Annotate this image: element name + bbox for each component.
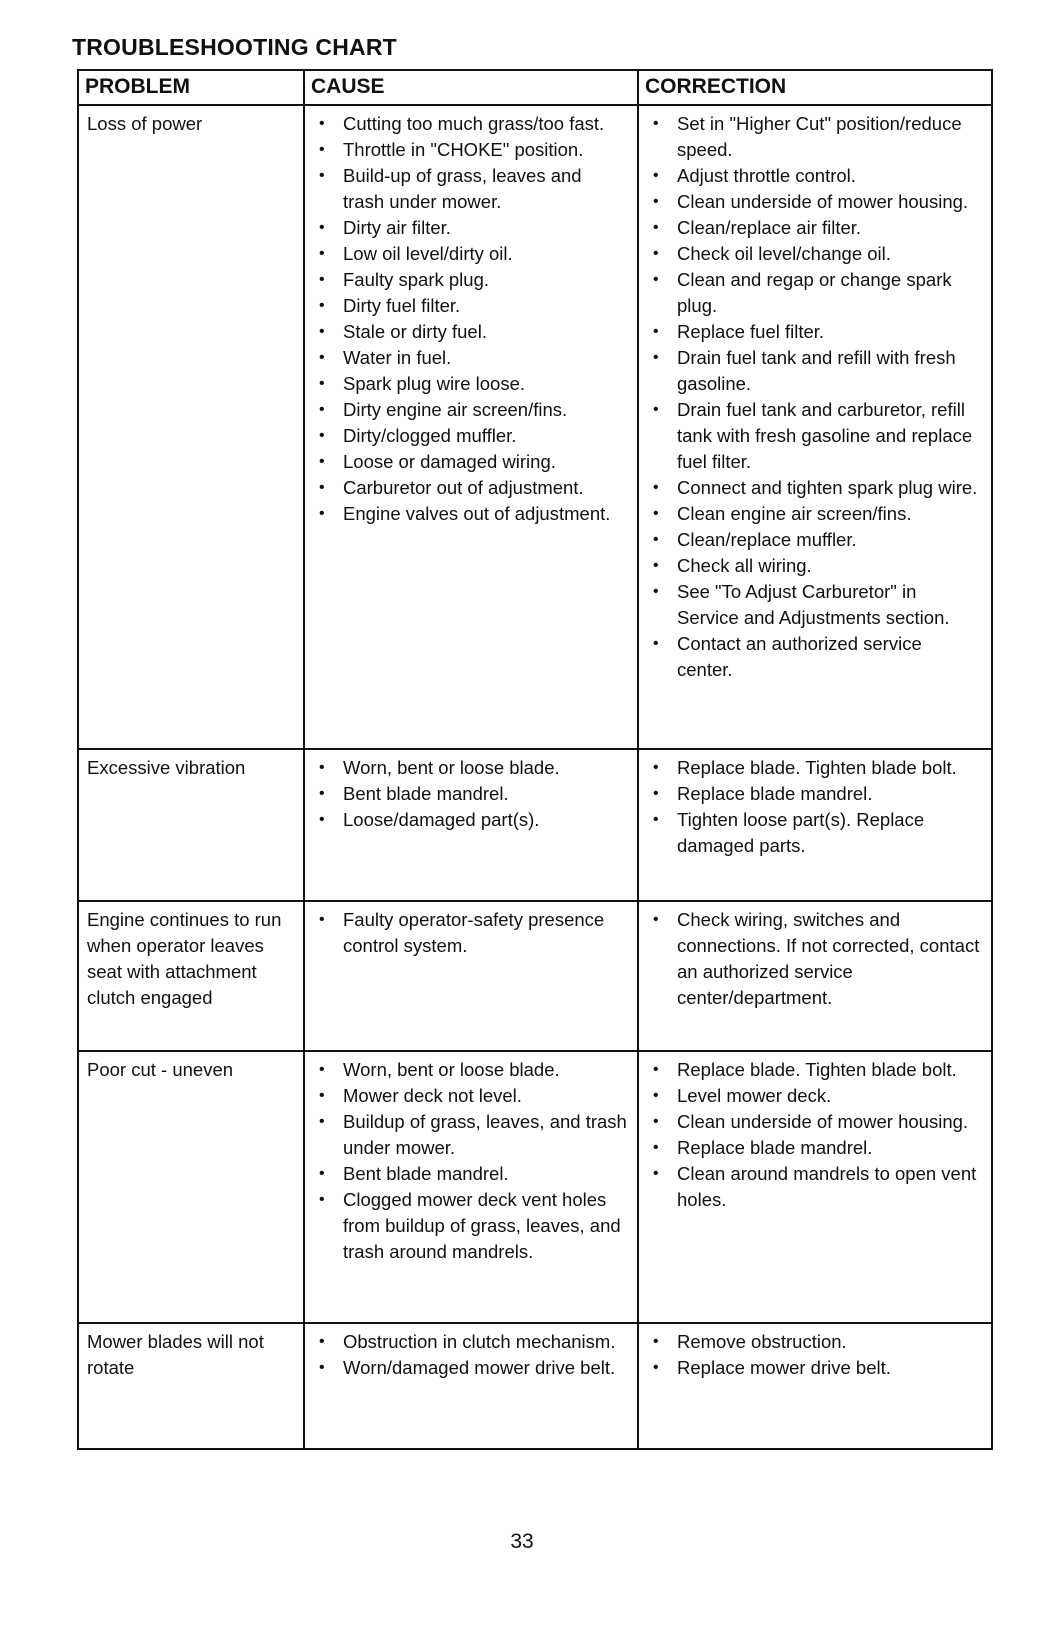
cause-item: • Bent blade mandrel. (311, 781, 631, 807)
correction-item: • Clean underside of mower housing. (645, 1109, 985, 1135)
correction-cell (639, 750, 991, 900)
cause-list (311, 1329, 631, 1381)
cause-list (311, 1057, 631, 1265)
correction-item: • Check oil level/change oil. (645, 241, 985, 267)
cause-cell (305, 1324, 639, 1448)
correction-list (645, 1329, 985, 1381)
problem-cell (79, 1324, 305, 1448)
correction-item: • Clean/replace muffler. (645, 527, 985, 553)
cause-item: • Spark plug wire loose. (311, 371, 631, 397)
cause-item: • Worn, bent or loose blade. (311, 755, 631, 781)
cause-item: • Faulty operator-safety presence control system. (311, 907, 631, 959)
table-row (79, 1324, 991, 1448)
table-header-row (79, 71, 991, 106)
correction-cell (639, 902, 991, 1050)
correction-list (645, 111, 985, 683)
cause-item: • Dirty air filter. (311, 215, 631, 241)
correction-item: • Clean underside of mower housing. (645, 189, 985, 215)
problem-text: Excessive vibration (87, 757, 246, 778)
correction-item: • Drain fuel tank and carburetor, refill tank with fresh gasoline and replace fuel filter. (645, 397, 985, 475)
cause-cell (305, 902, 639, 1050)
table-row (79, 106, 991, 750)
problem-cell (79, 902, 305, 1050)
problem-text: Mower blades will not rotate (87, 1331, 264, 1378)
cause-list (311, 755, 631, 833)
problem-cell (79, 750, 305, 900)
correction-item: • Replace blade. Tighten blade bolt. (645, 755, 985, 781)
correction-item: • Clean around mandrels to open vent holes. (645, 1161, 985, 1213)
page-number: 33 (510, 1530, 534, 1553)
cause-item: • Water in fuel. (311, 345, 631, 371)
cause-item: • Engine valves out of adjustment. (311, 501, 631, 527)
cause-item: • Carburetor out of adjustment. (311, 475, 631, 501)
correction-item: • Set in "Higher Cut" position/reduce speed. (645, 111, 985, 163)
correction-item: • Replace blade mandrel. (645, 1135, 985, 1161)
correction-item: • Replace fuel filter. (645, 319, 985, 345)
cause-item: • Dirty fuel filter. (311, 293, 631, 319)
correction-item: • Adjust throttle control. (645, 163, 985, 189)
correction-cell (639, 1324, 991, 1448)
correction-item: • Connect and tighten spark plug wire. (645, 475, 985, 501)
page-title: TROUBLESHOOTING CHART (72, 34, 397, 60)
correction-cell (639, 1052, 991, 1322)
cause-item: • Stale or dirty fuel. (311, 319, 631, 345)
cause-item: • Obstruction in clutch mechanism. (311, 1329, 631, 1355)
problem-cell (79, 106, 305, 748)
correction-cell (639, 106, 991, 748)
correction-item: • Remove obstruction. (645, 1329, 985, 1355)
correction-item: • Level mower deck. (645, 1083, 985, 1109)
table-row (79, 1052, 991, 1324)
cause-item: • Build-up of grass, leaves and trash under mower. (311, 163, 631, 215)
table-row (79, 750, 991, 902)
header-correction: CORRECTION (645, 75, 787, 98)
cause-cell (305, 106, 639, 748)
correction-item: • Replace blade mandrel. (645, 781, 985, 807)
correction-item: • Check all wiring. (645, 553, 985, 579)
cause-item: • Worn/damaged mower drive belt. (311, 1355, 631, 1381)
cause-item: • Cutting too much grass/too fast. (311, 111, 631, 137)
cause-item: • Faulty spark plug. (311, 267, 631, 293)
cause-cell (305, 1052, 639, 1322)
correction-list (645, 907, 985, 1011)
correction-item: • Clean engine air screen/fins. (645, 501, 985, 527)
cause-item: • Dirty/clogged muffler. (311, 423, 631, 449)
header-cause: CAUSE (305, 71, 639, 104)
correction-item: • Clean/replace air filter. (645, 215, 985, 241)
correction-item: • Drain fuel tank and refill with fresh gasoline. (645, 345, 985, 397)
problem-text: Engine continues to run when operator leaves seat with attachment clutch engaged (87, 909, 282, 1008)
cause-item: • Throttle in "CHOKE" position. (311, 137, 631, 163)
correction-item: • See "To Adjust Carburetor" in Service and Adjustments section. (645, 579, 985, 631)
correction-item: • Clean and regap or change spark plug. (645, 267, 985, 319)
problem-text: Poor cut - uneven (87, 1059, 234, 1080)
correction-list (645, 755, 985, 859)
cause-cell (305, 750, 639, 900)
cause-item: • Bent blade mandrel. (311, 1161, 631, 1187)
cause-item: • Buildup of grass, leaves, and trash under mower. (311, 1109, 631, 1161)
correction-item: • Check wiring, switches and connections. If not corrected, contact an authorized service center/department. (645, 907, 985, 1011)
cause-list (311, 111, 631, 527)
troubleshooting-table (77, 69, 993, 1450)
cause-item: • Low oil level/dirty oil. (311, 241, 631, 267)
cause-item: • Worn, bent or loose blade. (311, 1057, 631, 1083)
header-problem: PROBLEM (79, 71, 305, 104)
cause-item: • Mower deck not level. (311, 1083, 631, 1109)
problem-cell (79, 1052, 305, 1322)
problem-text: Loss of power (87, 113, 203, 134)
cause-item: • Loose/damaged part(s). (311, 807, 631, 833)
cause-list (311, 907, 631, 959)
correction-item: • Tighten loose part(s). Replace damaged parts. (645, 807, 985, 859)
cause-item: • Loose or damaged wiring. (311, 449, 631, 475)
cause-item: • Dirty engine air screen/fins. (311, 397, 631, 423)
table-row (79, 902, 991, 1052)
cause-item: • Clogged mower deck vent holes from buildup of grass, leaves, and trash around mandrels. (311, 1187, 631, 1265)
table-body (79, 106, 991, 1448)
correction-item: • Contact an authorized service center. (645, 631, 985, 683)
correction-item: • Replace mower drive belt. (645, 1355, 985, 1381)
correction-item: • Replace blade. Tighten blade bolt. (645, 1057, 985, 1083)
correction-list (645, 1057, 985, 1213)
